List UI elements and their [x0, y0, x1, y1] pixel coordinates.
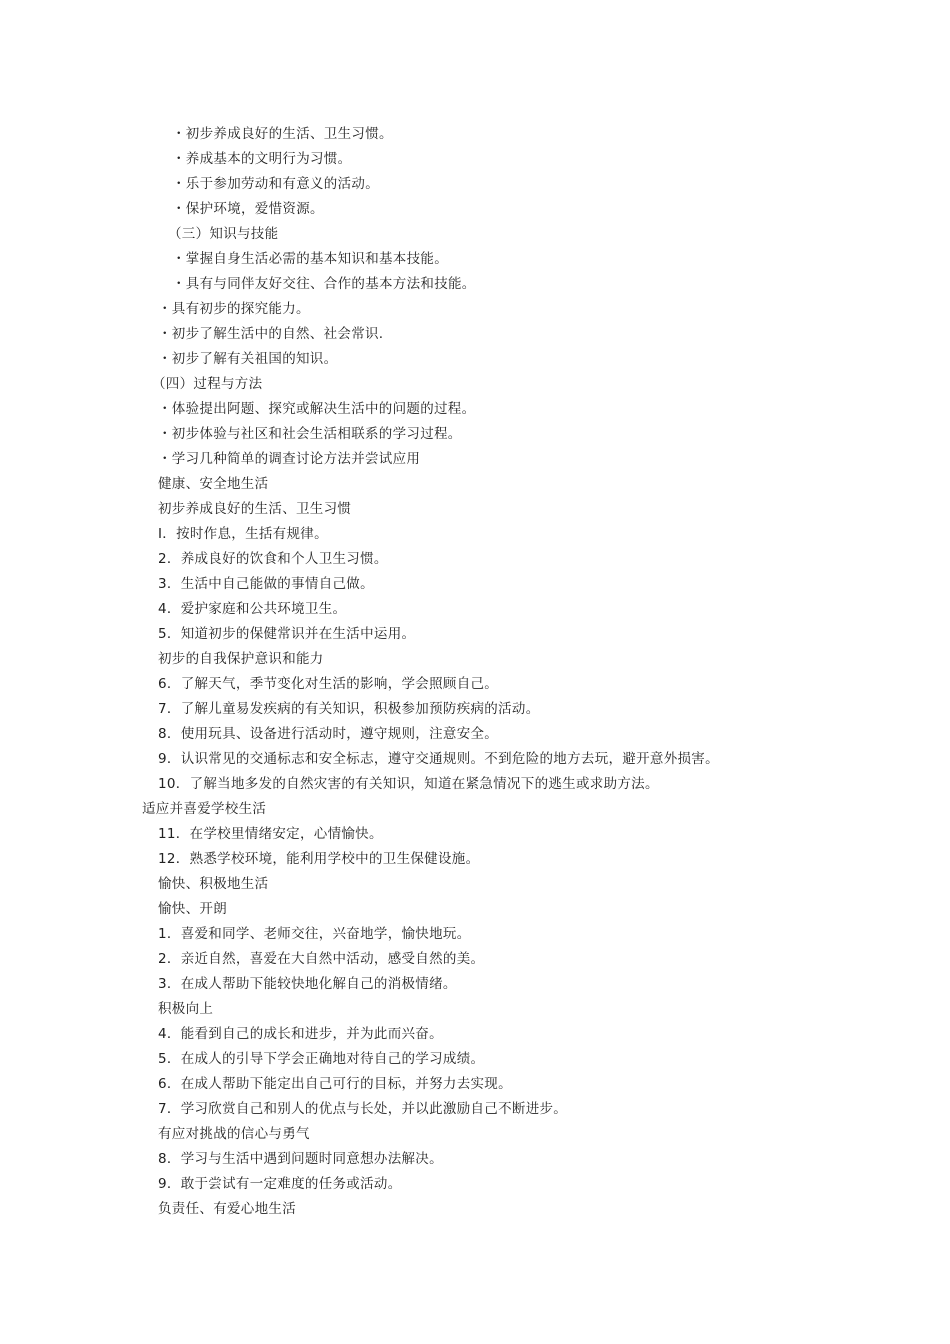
section-heading: 愉快、积极地生活 — [158, 876, 269, 892]
numbered-item: 9．认识常见的交通标志和安全标志，遵守交通规则。不到危险的地方去玩，避开意外损害。 — [158, 751, 719, 767]
numbered-item: 4．能看到自己的成长和进步，并为此而兴奋。 — [158, 1026, 443, 1042]
bullet-line: ・初步体验与社区和社会生活相联系的学习过程。 — [158, 426, 462, 442]
bullet-line: ・学习几种简单的调查讨论方法并尝试应用 — [158, 451, 421, 467]
subsection-heading: 适应并喜爱学校生活 — [142, 801, 267, 817]
numbered-item: 8．使用玩具、设备进行活动时，遵守规则，注意安全。 — [158, 726, 499, 742]
section-heading: （四）过程与方法 — [152, 376, 263, 392]
bullet-line: ・养成基本的文明行为习惯。 — [172, 151, 352, 167]
numbered-item: 6．了解天气，季节变化对生活的影响，学会照顾自己。 — [158, 676, 499, 692]
numbered-item: I．按时作息，生括有规律。 — [158, 526, 328, 542]
numbered-item: 5．在成人的引导下学会正确地对待自己的学习成绩。 — [158, 1051, 485, 1067]
numbered-item: 4．爱护家庭和公共环境卫生。 — [158, 601, 347, 617]
numbered-item: 3．生活中自己能做的事情自己做。 — [158, 576, 374, 592]
section-heading: （三）知识与技能 — [168, 226, 279, 242]
bullet-line: ・具有初步的探究能力。 — [158, 301, 310, 317]
bullet-line: ・乐于参加劳动和有意义的活动。 — [172, 176, 379, 192]
numbered-item: 2．亲近自然，喜爱在大自然中活动，感受自然的美。 — [158, 951, 485, 967]
numbered-item: 5．知道初步的保健常识并在生活中运用。 — [158, 626, 416, 642]
subsection-heading: 初步养成良好的生活、卫生习惯 — [158, 501, 352, 517]
bullet-line: ・初步养成良好的生活、卫生习惯。 — [172, 126, 393, 142]
numbered-item: 8．学习与生活中遇到问题时同意想办法解决。 — [158, 1151, 443, 1167]
subsection-heading: 初步的自我保护意识和能力 — [158, 651, 324, 667]
document-body — [0, 122, 950, 1222]
numbered-item: 10．了解当地多发的自然灾害的有关知识，知道在紧急情况下的逃生或求助方法。 — [158, 776, 659, 792]
numbered-item: 1．喜爱和同学、老师交往，兴奋地学，愉快地玩。 — [158, 926, 471, 942]
bullet-line: ・掌握自身生活必需的基本知识和基本技能。 — [172, 251, 448, 267]
numbered-item: 9．敢于尝试有一定难度的任务或活动。 — [158, 1176, 402, 1192]
section-heading: 负责任、有爱心地生活 — [158, 1201, 296, 1217]
bullet-line: ・初步了解生活中的自然、社会常识. — [158, 326, 384, 342]
section-heading: 健康、安全地生活 — [158, 476, 269, 492]
numbered-item: 7．了解儿童易发疾病的有关知识，积极参加预防疾病的活动。 — [158, 701, 540, 717]
subsection-heading: 愉快、开朗 — [158, 901, 227, 917]
subsection-heading: 积极向上 — [158, 1001, 214, 1017]
bullet-line: ・具有与同伴友好交往、合作的基本方法和技能。 — [172, 276, 476, 292]
numbered-item: 12．熟悉学校环境，能利用学校中的卫生保健设施。 — [158, 851, 480, 867]
numbered-item: 2．养成良好的饮食和个人卫生习惯。 — [158, 551, 388, 567]
numbered-item: 3．在成人帮助下能较快地化解自己的消极情绪。 — [158, 976, 457, 992]
bullet-line: ・体验提出阿题、探究或解决生活中的问题的过程。 — [158, 401, 476, 417]
numbered-item: 11．在学校里情绪安定，心情愉快。 — [158, 826, 383, 842]
bullet-line: ・初步了解有关祖国的知识。 — [158, 351, 338, 367]
numbered-item: 6．在成人帮助下能定出自己可行的目标，并努力去实现。 — [158, 1076, 512, 1092]
numbered-item: 7．学习欣赏自己和别人的优点与长处，并以此激励自己不断进步。 — [158, 1101, 568, 1117]
subsection-heading: 有应对挑战的信心与勇气 — [158, 1126, 310, 1142]
bullet-line: ・保护环境，爱惜资源。 — [172, 201, 324, 217]
